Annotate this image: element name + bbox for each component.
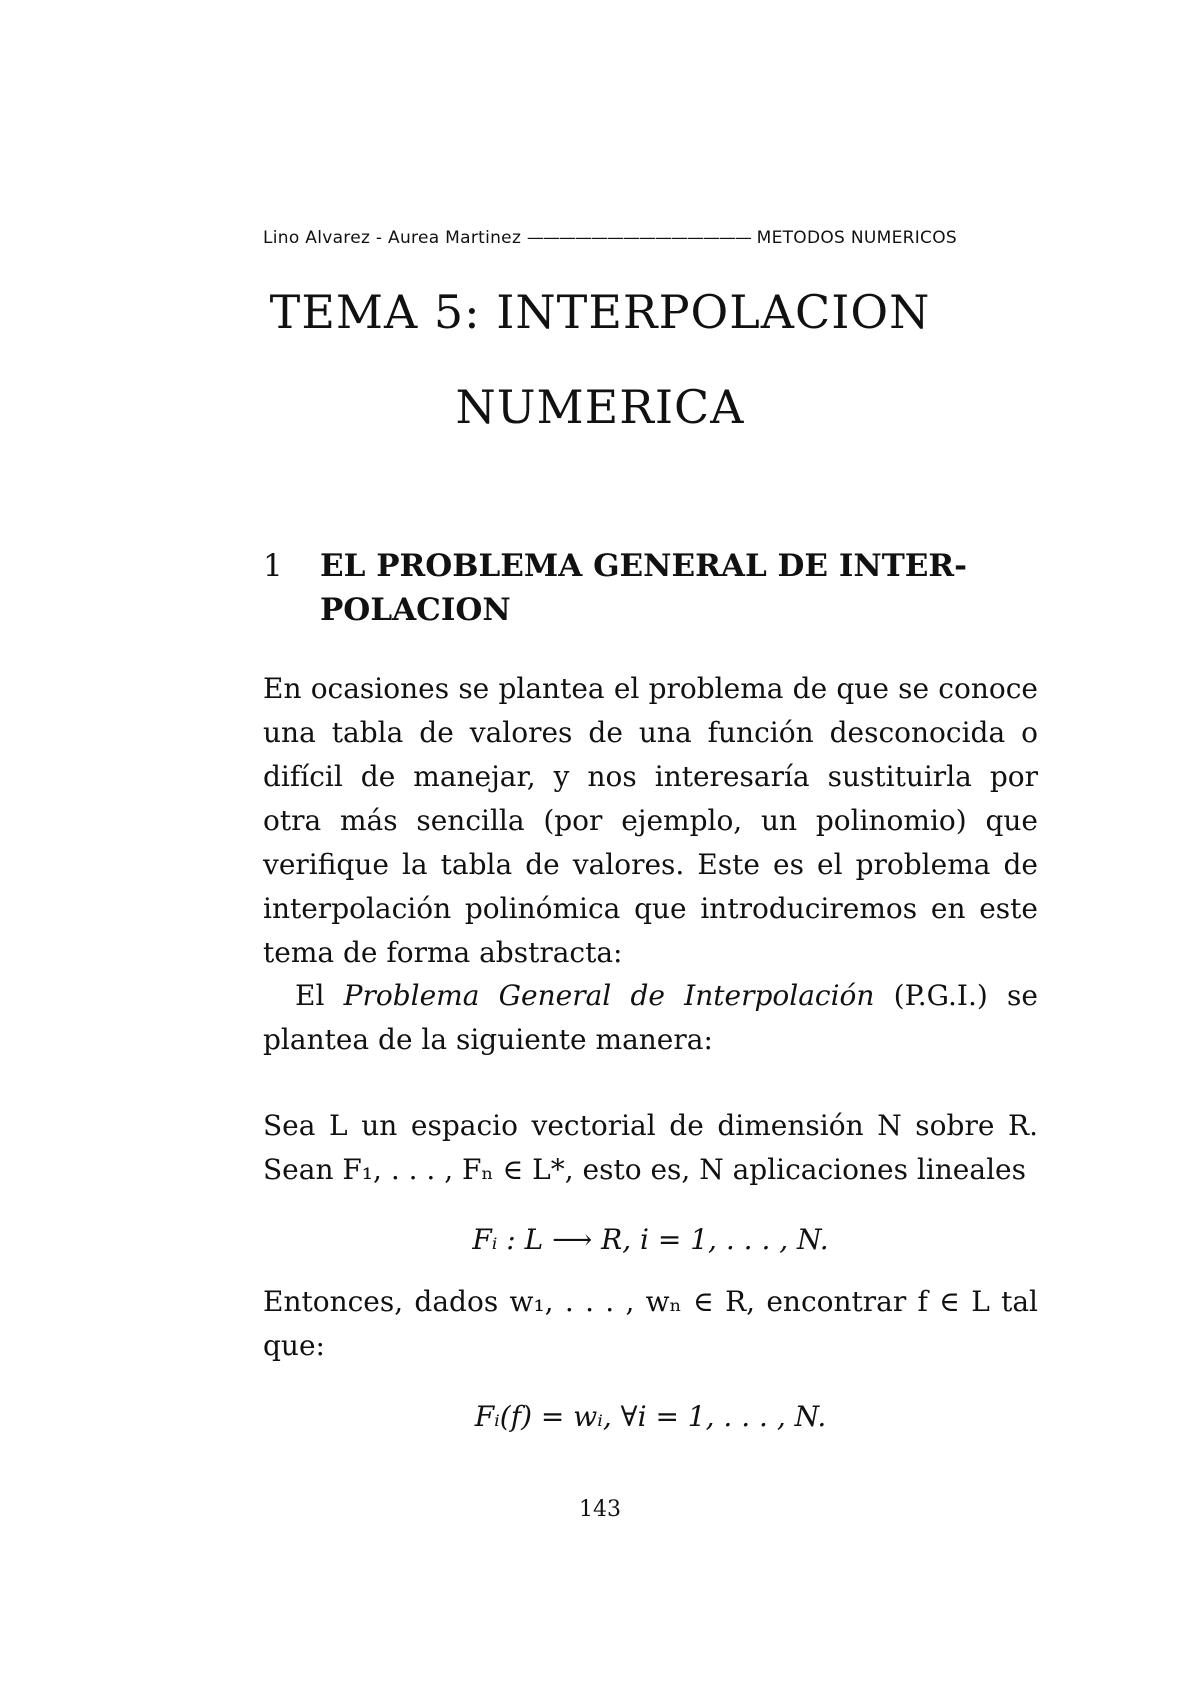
definition-paragraph: Sea L un espacio vectorial de dimensión N sobre R. Sean F₁, . . . , Fₙ ∈ L*, esto es, N aplicaciones lineales	[263, 1109, 1038, 1186]
header-dashes: ——————————————	[526, 228, 751, 248]
running-header	[263, 228, 1033, 248]
header-course: METODOS NUMERICOS	[756, 228, 957, 248]
pgi-term: Problema General de Interpolación	[343, 979, 875, 1012]
page-number: 143	[579, 1497, 621, 1522]
intro-paragraph: En ocasiones se plantea el problema de que se conoce una tabla de valores de una función desconocida o difícil de manejar, y nos interesaría sustituirla por otra más sencilla (por ejemplo, un polinomio) que verifique la tabla de valores. Este es el problema de interpolación polinómica que introduciremos en este tema de forma abstracta:	[263, 672, 1038, 969]
problem-paragraph: Entonces, dados w₁, . . . , wₙ ∈ R, encontrar f ∈ L tal que:	[263, 1285, 1038, 1362]
pgi-lead: El	[295, 979, 325, 1012]
header-authors: Lino Alvarez - Aurea Martinez	[263, 228, 522, 248]
equation-conditions: Fᵢ(f) = wᵢ, ∀i = 1, . . . , N.	[474, 1400, 827, 1433]
chapter-title-line-1: TEMA 5: INTERPOLACION	[269, 285, 931, 339]
pgi-rest: (P.G.I.) se plantea de la siguiente manera:	[263, 979, 1038, 1056]
display-equation-1	[263, 1218, 1038, 1262]
chapter-title-line-2: NUMERICA	[455, 380, 745, 434]
equation-maps: Fᵢ : L ⟶ R, i = 1, . . . , N.	[472, 1223, 829, 1256]
pgi-paragraph	[263, 974, 1038, 1062]
section-title: EL PROBLEMA GENERAL DE INTER-POLACION	[320, 548, 968, 628]
section-number: 1	[263, 548, 283, 584]
display-equation-2	[263, 1395, 1038, 1439]
